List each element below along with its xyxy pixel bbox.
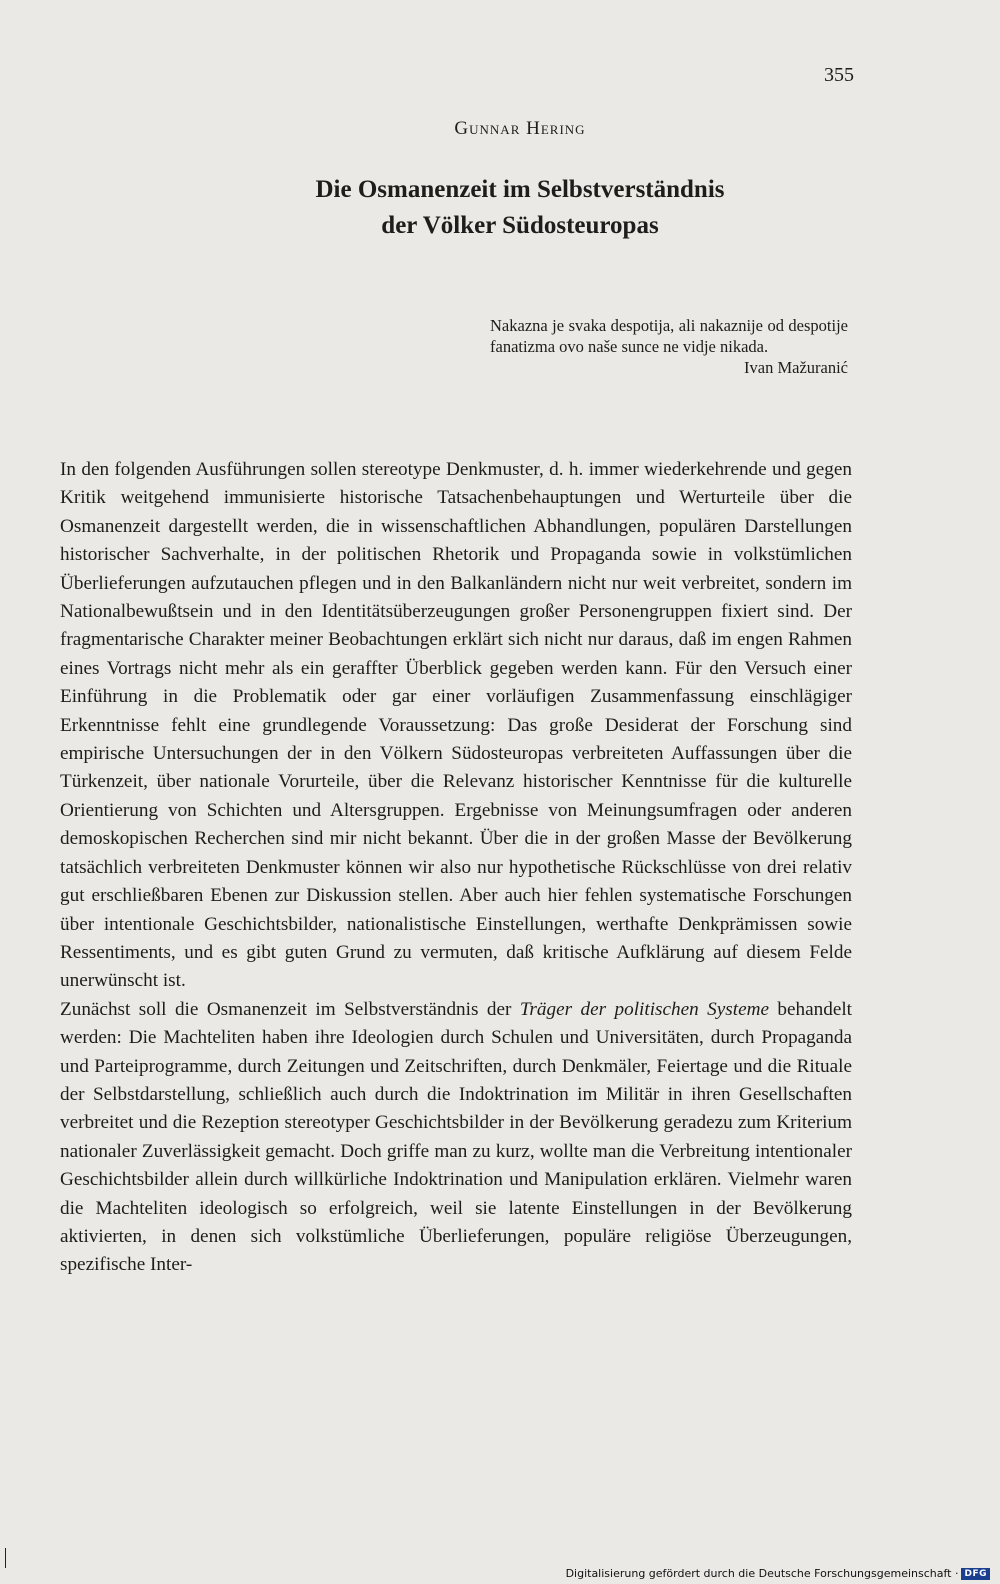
article-title xyxy=(0,172,1000,244)
epigraph xyxy=(490,315,848,378)
paragraph-2-italic: Träger der politischen Systeme xyxy=(519,998,769,1020)
paragraph-2 xyxy=(60,996,852,1280)
margin-marker xyxy=(5,1548,6,1568)
epigraph-author: Ivan Mažuranić xyxy=(744,358,848,377)
digitization-footer xyxy=(566,1567,990,1580)
footer-text: Digitalisierung gefördert durch die Deutsche Forschungsgemeinschaft · xyxy=(565,1567,959,1580)
body-text xyxy=(60,456,852,1280)
paragraph-2-start: Zunächst soll die Osmanenzeit im Selbstverständnis der xyxy=(60,998,520,1020)
epigraph-text: Nakazna je svaka despotija, ali nakaznije od despotije fanatizma ovo naše sunce ne vidje nikada. xyxy=(490,316,848,356)
dfg-logo: DFG xyxy=(961,1568,990,1580)
paragraph-1: In den folgenden Ausführungen sollen stereotype Denkmuster, d. h. immer wiederkehrende und gegen Kritik weitgehend immunisierte historische Tatsachenbehauptungen und Werturteile über die Osmanenzeit dargestellt werden, die in wissenschaftlichen Abhandlungen, populären Darstellungen historischer Sachverhalte, in der politischen Rhetorik und Propaganda sowie in volkstümlichen Überlieferungen aufzutauchen pflegen und in den Balkanländern nicht nur weit verbreitet, sondern im Nationalbewußtsein und in den Identitätsüberzeugungen großer Personengruppen fixiert sind. Der fragmentarische Charakter meiner Beobachtungen erklärt sich nicht nur daraus, daß im engen Rahmen eines Vortrags nicht mehr als ein geraffter Überblick gegeben werden kann. Für den Versuch einer Einführung in die Problematik oder gar einer vorläufigen Zusammenfassung einschlägiger Erkenntnisse fehlt eine grundlegende Voraussetzung: Das große Desiderat der Forschung sind empirische Untersuchungen der in den Völkern Südosteuropas verbreiteten Auffassungen über die Türkenzeit, über nationale Vorurteile, über die Relevanz historischer Kenntnisse für die kulturelle Orientierung von Schichten und Altersgruppen. Ergebnisse von Meinungsumfragen oder anderen demoskopischen Recherchen sind mir nicht bekannt. Über die in der großen Masse der Bevölkerung tatsächlich verbreiteten Denkmuster können wir also nur hypothetische Rückschlüsse von drei relativ gut erschließbaren Ebenen zur Diskussion stellen. Aber auch hier fehlen systematische Forschungen über intentionale Geschichtsbilder, nationalistische Einstellungen, werthafte Denkprämissen sowie Ressentiments, und es gibt guten Grund zu vermuten, daß kritische Aufklärung auf diesem Felde unerwünscht ist. xyxy=(60,459,852,992)
title-line-1: Die Osmanenzeit im Selbstverständnis xyxy=(315,176,725,203)
page-number: 355 xyxy=(824,64,854,86)
title-line-2: der Völker Südosteuropas xyxy=(381,212,659,239)
paragraph-2-rest: behandelt werden: Die Machteliten haben ihre Ideologien durch Schulen und Universitäten, durch Propaganda und Parteiprogramme, durch Zeitungen und Zeitschriften, durch Denkmäler, Feiertage und die Rituale der Selbstdarstellung, schließlich auch durch die Indoktrination im Militär in ihren Gesellschaften verbreitet und die Rezeption stereotyper Geschichtsbilder in der Bevölkerung geradezu zum Kriterium nationaler Zuverlässigkeit gemacht. Doch griffe man zu kurz, wollte man die Verbreitung intentionaler Geschichtsbilder allein durch willkürliche Indoktrination und Manipulation erklären. Vielmehr waren die Machteliten ideologisch so erfolgreich, weil sie latente Einstellungen in der Bevölkerung aktivierten, in denen sich volkstümliche Überlieferungen, populäre religiöse Überzeugungen, spezifische Inter- xyxy=(60,998,852,1276)
article-author: Gunnar Hering xyxy=(454,118,586,139)
